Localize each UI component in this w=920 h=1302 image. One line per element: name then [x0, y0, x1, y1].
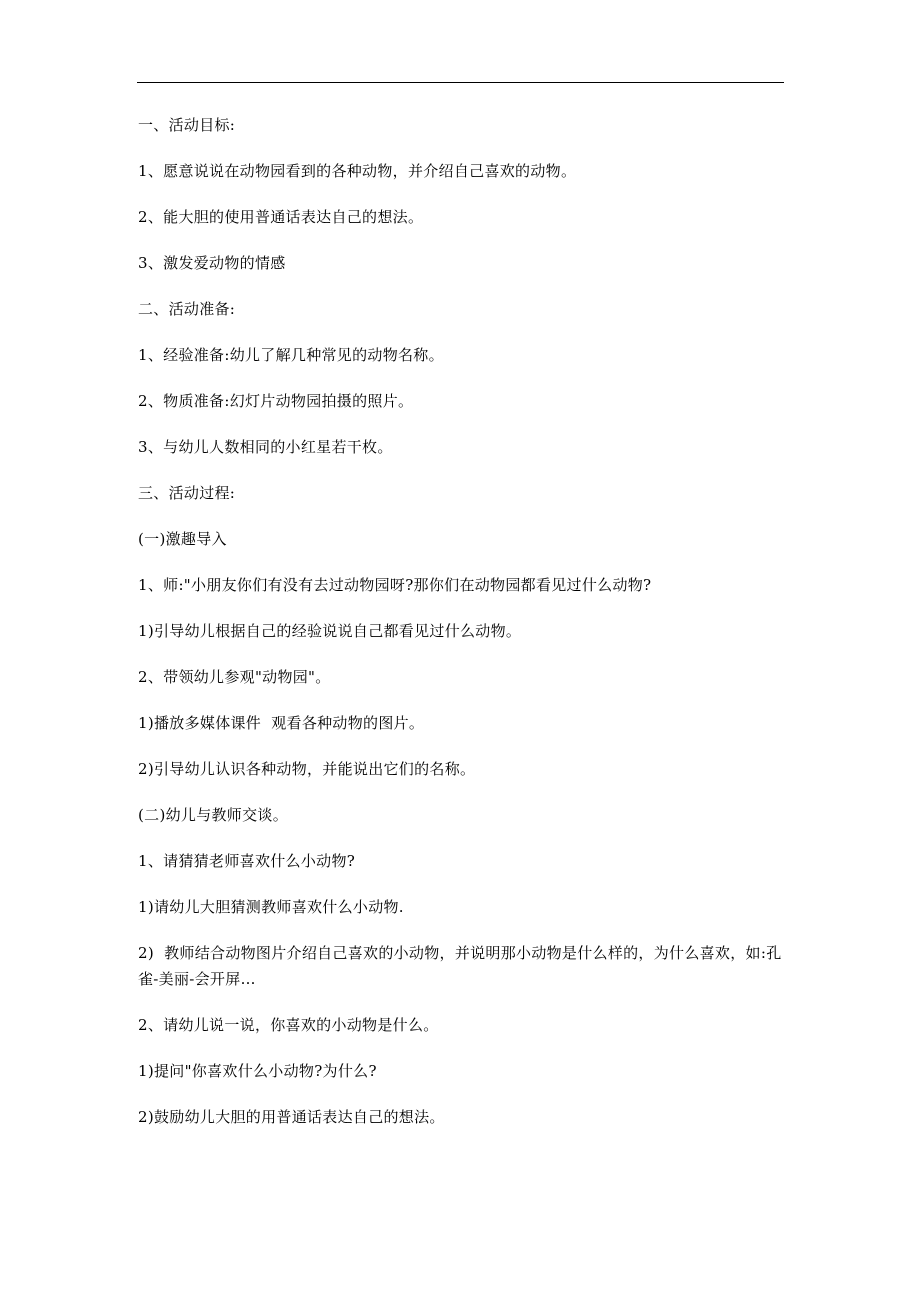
section-heading-goals: 一、活动目标: — [138, 116, 236, 134]
goal-item-1: 1、愿意说说在动物园看到的各种动物，并介绍自己喜欢的动物。 — [138, 162, 577, 180]
preparation-item-1: 1、经验准备:幼儿了解几种常见的动物名称。 — [138, 346, 444, 364]
process-item: 2、带领幼儿参观"动物园"。 — [138, 668, 331, 686]
process-subitem: 1)提问"你喜欢什么小动物?为什么? — [138, 1062, 377, 1080]
subsection-heading-conversation: (二)幼儿与教师交谈。 — [138, 806, 289, 824]
process-subitem: 1)播放多媒体课件 观看各种动物的图片。 — [138, 714, 425, 732]
preparation-item-2: 2、物质准备:幻灯片动物园拍摄的照片。 — [138, 392, 414, 410]
process-subitem: 1)请幼儿大胆猜测教师喜欢什么小动物. — [138, 898, 404, 916]
process-item: 2、请幼儿说一说，你喜欢的小动物是什么。 — [138, 1016, 439, 1034]
section-heading-process: 三、活动过程: — [138, 484, 236, 502]
process-subitem: 2) 教师结合动物图片介绍自己喜欢的小动物，并说明那小动物是什么样的，为什么喜欢，如:孔雀-美丽-会开屏… — [138, 944, 782, 988]
goal-item-2: 2、能大胆的使用普通话表达自己的想法。 — [138, 208, 424, 226]
section-heading-preparation: 二、活动准备: — [138, 300, 236, 318]
process-item: 1、请猜猜老师喜欢什么小动物? — [138, 852, 356, 870]
preparation-item-3: 3、与幼儿人数相同的小红星若干枚。 — [138, 438, 393, 456]
subsection-heading-intro: (一)激趣导入 — [138, 530, 227, 548]
process-subitem: 2)引导幼儿认识各种动物，并能说出它们的名称。 — [138, 760, 476, 778]
process-subitem: 2)鼓励幼儿大胆的用普通话表达自己的想法。 — [138, 1108, 445, 1126]
process-subitem: 1)引导幼儿根据自己的经验说说自己都看见过什么动物。 — [138, 622, 522, 640]
goal-item-3: 3、激发爱动物的情感 — [138, 254, 286, 272]
header-rule — [137, 82, 784, 83]
process-item: 1、师:"小朋友你们有没有去过动物园呀?那你们在动物园都看见过什么动物? — [138, 576, 652, 594]
document-body — [138, 112, 788, 1130]
